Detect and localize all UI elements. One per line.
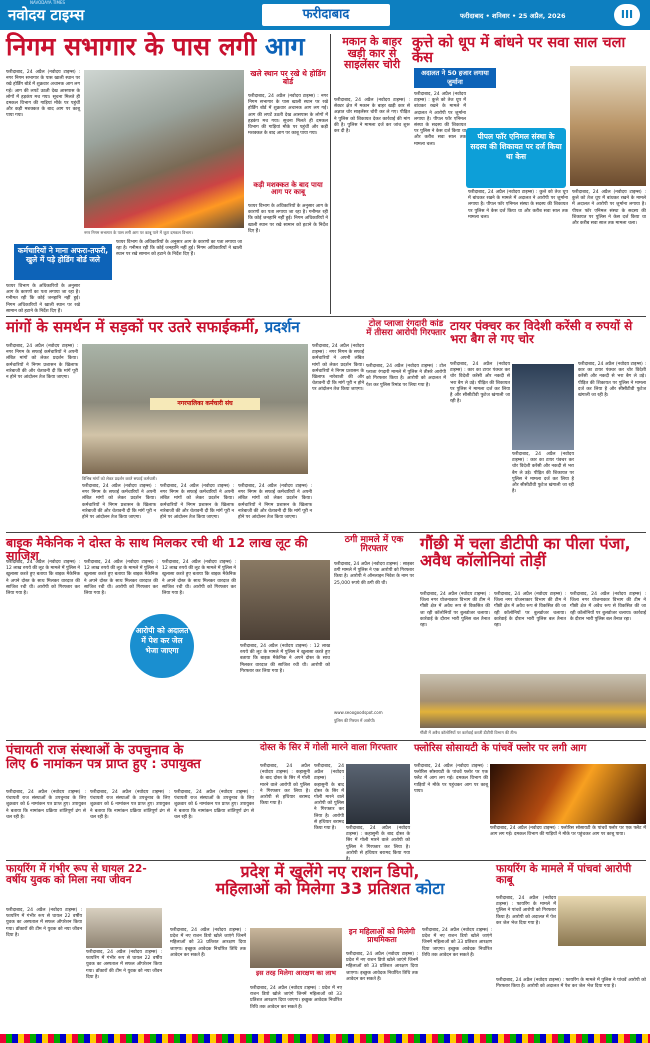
story7-body-col2: फरीदाबाद, 24 अप्रैल (नवोदय टाइम्स) : 12 लाख रुपये की लूट के मामले में पुलिस ने खुलासा करते हुए बताया कि बाइक मैकेनिक ने अपने दोस्त के साथ मिलकर वारदात की साजिश रची थी। आरोपी को गिरफ्तार कर लिया गया है। — [84, 560, 158, 597]
story4-photo-caption: विभिन्न मांगों को लेकर प्रदर्शन करते सफाई कर्मचारी। — [82, 476, 157, 481]
dateline: फरीदाबाद • शनिवार • 25 अप्रैल, 2026 — [460, 12, 566, 20]
story6-body-col1: फरीदाबाद, 24 अप्रैल (नवोदय टाइम्स) : कार का टायर पंक्चर कर चोर विदेशी करेंसी और नकदी से भरा बैग ले उड़े। पीड़ित की शिकायत पर पुलिस ने मामला दर्ज कर लिया है और सीसीटीवी फुटेज खंगाली जा रही है। — [450, 362, 510, 405]
story9-body-col3: फरीदाबाद, 24 अप्रैल (नवोदय टाइम्स) : जिला नगर योजनाकार विभाग की टीम ने गौंछी क्षेत्र में अवैध रूप से विकसित की जा रही कॉलोनियों पर बुलडोजर चलाया। कार्रवाई के दौरान भारी पुलिस बल तैनात रहा। — [570, 592, 646, 622]
story3-body-col2: फरीदाबाद, 24 अप्रैल (नवोदय टाइम्स) : कुत्ते को तेज धूप में बांधकर रखने के मामले में अदालत ने आरोपी पर जुर्माना लगाया है। पीपल फॉर एनिमल संस्था के सदस्य की शिकायत पर पुलिस ने केस दर्ज किया था और करीब सवा साल तक मामला चला। — [468, 190, 568, 220]
divider — [6, 532, 646, 533]
story8-headline: ठगी मामले में एक गिरफ्तार — [344, 535, 404, 555]
story15-handcuff-photo — [558, 896, 646, 946]
story1-photo-caption: नगर निगम सभागार के पास लगी आग पर काबू पाने में जुटा दमकल विभाग। — [84, 230, 193, 235]
story10-headline: पंचायती राज संस्थाओं के उपचुनाव के लिए 6 नामांकन पत्र प्राप्त हुए : उपायुक्त — [6, 743, 201, 772]
story4-body-col3: फरीदाबाद, 24 अप्रैल (नवोदय टाइम्स) : नगर निगम के सफाई कर्मचारियों ने अपनी लंबित मांगों को लेकर प्रदर्शन किया। कर्मचारियों ने निगम प्रशासन के खिलाफ नारेबाजी की और चेतावनी दी कि मांगें पूरी न होने पर आंदोलन तेज किया जाएगा। — [160, 484, 234, 521]
story9-bulldozer-photo — [420, 674, 646, 728]
story5-headline: टोल प्लाजा रंगदारी कांड में तीसरा आरोपी गिरफ्तार — [366, 319, 446, 338]
story8-url: www.seoogoodspot.com — [334, 710, 383, 715]
story4-body-col4: फरीदाबाद, 24 अप्रैल (नवोदय टाइम्स) : नगर निगम के सफाई कर्मचारियों ने अपनी लंबित मांगों को लेकर प्रदर्शन किया। कर्मचारियों ने निगम प्रशासन के खिलाफ नारेबाजी की और चेतावनी दी कि मांगें पूरी न होने पर आंदोलन तेज किया जाएगा। — [238, 484, 312, 521]
story10-body-col1: फरीदाबाद, 24 अप्रैल (नवोदय टाइम्स) : पंचायती राज संस्थाओं के उपचुनाव के लिए शुक्रवार को 6 नामांकन पत्र प्राप्त हुए। उपायुक्त ने बताया कि नामांकन प्रक्रिया शांतिपूर्ण ढंग से चल रही है। — [6, 790, 86, 820]
story7-body-col1: फरीदाबाद, 24 अप्रैल (नवोदय टाइम्स) : 12 लाख रुपये की लूट के मामले में पुलिस ने खुलासा करते हुए बताया कि बाइक मैकेनिक ने अपने दोस्त के साथ मिलकर वारदात की साजिश रची थी। आरोपी को गिरफ्तार कर लिया गया है। — [6, 560, 80, 597]
story8-photo-caption: पुलिस की गिरफ्त में आरोपी। — [334, 718, 376, 723]
story12-headline: फ्लोरिस सोसायटी के पांचवें फ्लोर पर लगी आग — [414, 743, 587, 754]
story13-headline: फायरिंग में गंभीर रूप से घायल 22-वर्षीय युवक को मिला नया जीवन — [6, 863, 147, 887]
divider — [6, 860, 646, 861]
story11-body-col1: फरीदाबाद, 24 अप्रैल (नवोदय टाइम्स) : कहासुनी के बाद दोस्त के सिर में गोली मारने वाले आरोपी को पुलिस ने गिरफ्तार कर लिया है। आरोपी से हथियार बरामद किया गया है। — [260, 764, 310, 807]
story14-sub1: इस तरह मिलेगा आरक्षण का लाभ — [255, 969, 337, 977]
divider — [330, 34, 331, 314]
story15-headline: फायरिंग के मामले में पांचवां आरोपी काबू — [496, 863, 632, 887]
story6-photo — [512, 364, 574, 450]
story8-body: फरीदाबाद, 24 अप्रैल (नवोदय टाइम्स) : साइबर ठगी मामले में पुलिस ने एक आरोपी को गिरफ्तार किया है। आरोपी ने ऑनलाइन निवेश के नाम पर 25,000 रुपये की ठगी की थी। — [334, 562, 414, 586]
story11-headline: दोस्त के सिर में गोली मारने वाला गिरफ्तार — [260, 743, 398, 753]
section-title: फरीदाबाद — [302, 7, 350, 22]
story13-body-col2: फरीदाबाद, 24 अप्रैल (नवोदय टाइम्स) : फायरिंग में गंभीर रूप से घायल 22 वर्षीय युवक का अस्पताल में सफल ऑपरेशन किया गया। डॉक्टरों की टीम ने युवक को नया जीवन दिया है। — [86, 950, 162, 980]
story14-body-col1: फरीदाबाद, 24 अप्रैल (नवोदय टाइम्स) : प्रदेश में नए राशन डिपो खोले जाएंगे जिनमें महिलाओं को 33 प्रतिशत आरक्षण दिया जाएगा। इच्छुक आवेदक निर्धारित तिथि तक आवेदन कर सकते हैं। — [170, 928, 246, 958]
story4-headline: मांगों के समर्थन में सड़कों पर उतरे सफाईकर्मी, प्रदर्शन — [6, 318, 300, 336]
story11-body-col2: फरीदाबाद, 24 अप्रैल (नवोदय टाइम्स) : कहासुनी के बाद दोस्त के सिर में गोली मारने वाले आरोपी को पुलिस ने गिरफ्तार कर लिया है। आरोपी से हथियार बरामद किया गया है। — [314, 764, 344, 832]
story12-fire-photo — [490, 764, 646, 824]
story1-body-col1: फरीदाबाद, 24 अप्रैल (नवोदय टाइम्स) : नगर निगम सभागार के पास खाली स्थान पर रखे होर्डिंग बोर्ड में शुक्रवार अचानक आग लग गई। आग की लपटें उठती देख आसपास के लोगों में हड़कंप मच गया। सूचना मिलते ही दमकल विभाग की गाड़ियां मौके पर पहुंचीं और कड़ी मशक्कत के बाद आग पर काबू पाया गया। — [6, 70, 80, 119]
story1-body-col1b: फायर विभाग के अधिकारियों के अनुसार आग के कारणों का पता लगाया जा रहा है। गनीमत रही कि कोई जनहानि नहीं हुई। निगम अधिकारियों ने खाली स्थान पर रखे सामान को हटाने के निर्देश दिए हैं। — [6, 284, 80, 314]
story9-headline: गौंछी में चला डीटीपी का पीला पंजा, अवैध कॉलोनियां तोड़ीं — [420, 534, 631, 570]
story15-body-col2: फरीदाबाद, 24 अप्रैल (नवोदय टाइम्स) : फायरिंग के मामले में पुलिस ने पांचवें आरोपी को गिरफ्तार किया है। आरोपी को अदालत में पेश कर जेल भेज दिया गया है। — [496, 978, 646, 990]
story7-callout: आरोपी को अदालत में पेश कर जेल भेजा जाएगा — [130, 614, 194, 678]
paper-name-small: NAVODAYA TIMES — [30, 0, 66, 5]
story7-headline: बाइक मैकेनिक ने दोस्त के साथ मिलकर रची थी 12 लाख लूट की साजिश — [6, 535, 308, 564]
story3-dog-photo — [570, 66, 646, 186]
story13-photo — [86, 908, 162, 948]
story1-body-col4: फायर विभाग के अधिकारियों के अनुसार आग के कारणों का पता लगाया जा रहा है। गनीमत रही कि कोई जनहानि नहीं हुई। निगम अधिकारियों ने खाली स्थान पर रखे सामान को हटाने के निर्देश दिए हैं। — [248, 204, 328, 234]
divider — [6, 316, 646, 317]
story12-body-col2: फरीदाबाद, 24 अप्रैल (नवोदय टाइम्स) : फ्लोरिस सोसायटी के पांचवें फ्लोर पर एक फ्लैट में आग लग गई। दमकल विभाग की गाड़ियों ने मौके पर पहुंचकर आग पर काबू पाया। — [490, 826, 646, 838]
story5-body: फरीदाबाद, 24 अप्रैल (नवोदय टाइम्स) : टोल प्लाजा रंगदारी मामले में पुलिस ने तीसरे आरोपी को गिरफ्तार किया है। आरोपी को अदालत में पेश कर पुलिस रिमांड पर लिया गया है। — [366, 364, 446, 388]
paper-name: नवोदय टाइम्स — [8, 6, 85, 24]
story3-callout: पीपल फॉर एनिमल संस्था के सदस्य की शिकायत पर दर्ज किया था केस — [466, 128, 566, 188]
story6-body-col2: फरीदाबाद, 24 अप्रैल (नवोदय टाइम्स) : कार का टायर पंक्चर कर चोर विदेशी करेंसी और नकदी से भरा बैग ले उड़े। पीड़ित की शिकायत पर पुलिस ने मामला दर्ज कर लिया है और सीसीटीवी फुटेज खंगाली जा रही है। — [512, 452, 574, 495]
story1-pullquote: कर्मचारियों ने माना अफरा-तफरी, खुले में पड़े होडिंग बोर्ड जले — [14, 244, 112, 280]
story9-body-col2: फरीदाबाद, 24 अप्रैल (नवोदय टाइम्स) : जिला नगर योजनाकार विभाग की टीम ने गौंछी क्षेत्र में अवैध रूप से विकसित की जा रही कॉलोनियों पर बुलडोजर चलाया। कार्रवाई के दौरान भारी पुलिस बल तैनात रहा। — [494, 592, 566, 629]
divider — [6, 740, 646, 741]
story1-body-col2: फायर विभाग के अधिकारियों के अनुसार आग के कारणों का पता लगाया जा रहा है। गनीमत रही कि कोई जनहानि नहीं हुई। निगम अधिकारियों ने खाली स्थान पर रखे सामान को हटाने के निर्देश दिए हैं। — [116, 240, 242, 258]
story14-body-col2: फरीदाबाद, 24 अप्रैल (नवोदय टाइम्स) : प्रदेश में नए राशन डिपो खोले जाएंगे जिनमें महिलाओं को 33 प्रतिशत आरक्षण दिया जाएगा। इच्छुक आवेदक निर्धारित तिथि तक आवेदन कर सकते हैं। — [250, 986, 342, 1010]
story10-body-col3: फरीदाबाद, 24 अप्रैल (नवोदय टाइम्स) : पंचायती राज संस्थाओं के उपचुनाव के लिए शुक्रवार को 6 नामांकन पत्र प्राप्त हुए। उपायुक्त ने बताया कि नामांकन प्रक्रिया शांतिपूर्ण ढंग से चल रही है। — [174, 790, 254, 820]
story1-headline: निगम सभागार के पास लगी आग — [6, 32, 305, 61]
story7-photo — [240, 560, 330, 640]
story9-body-col1: फरीदाबाद, 24 अप्रैल (नवोदय टाइम्स) : जिला नगर योजनाकार विभाग की टीम ने गौंछी क्षेत्र में अवैध रूप से विकसित की जा रही कॉलोनियों पर बुलडोजर चलाया। कार्रवाई के दौरान भारी पुलिस बल तैनात रहा। — [420, 592, 490, 629]
story7-body-col4: फरीदाबाद, 24 अप्रैल (नवोदय टाइम्स) : 12 लाख रुपये की लूट के मामले में पुलिस ने खुलासा करते हुए बताया कि बाइक मैकेनिक ने अपने दोस्त के साथ मिलकर वारदात की साजिश रची थी। आरोपी को गिरफ्तार कर लिया गया है। — [240, 644, 330, 674]
story14-body-col4: फरीदाबाद, 24 अप्रैल (नवोदय टाइम्स) : प्रदेश में नए राशन डिपो खोले जाएंगे जिनमें महिलाओं को 33 प्रतिशत आरक्षण दिया जाएगा। इच्छुक आवेदक निर्धारित तिथि तक आवेदन कर सकते हैं। — [422, 928, 492, 958]
story10-body-col2: फरीदाबाद, 24 अप्रैल (नवोदय टाइम्स) : पंचायती राज संस्थाओं के उपचुनाव के लिए शुक्रवार को 6 नामांकन पत्र प्राप्त हुए। उपायुक्त ने बताया कि नामांकन प्रक्रिया शांतिपूर्ण ढंग से चल रही है। — [90, 790, 170, 820]
story4-body-col1: फरीदाबाद, 24 अप्रैल (नवोदय टाइम्स) : नगर निगम के सफाई कर्मचारियों ने अपनी लंबित मांगों को लेकर प्रदर्शन किया। कर्मचारियों ने निगम प्रशासन के खिलाफ नारेबाजी की और चेतावनी दी कि मांगें पूरी न होने पर आंदोलन तेज किया जाएगा। — [6, 344, 78, 381]
story7-body-col3: फरीदाबाद, 24 अप्रैल (नवोदय टाइम्स) : 12 लाख रुपये की लूट के मामले में पुलिस ने खुलासा करते हुए बताया कि बाइक मैकेनिक ने अपने दोस्त के साथ मिलकर वारदात की साजिश रची थी। आरोपी को गिरफ्तार कर लिया गया है। — [162, 560, 236, 597]
story15-body-col1: फरीदाबाद, 24 अप्रैल (नवोदय टाइम्स) : फायरिंग के मामले में पुलिस ने पांचवें आरोपी को गिरफ्तार किया है। आरोपी को अदालत में पेश कर जेल भेज दिया गया है। — [496, 896, 556, 926]
story3-body-col3: फरीदाबाद, 24 अप्रैल (नवोदय टाइम्स) : कुत्ते को तेज धूप में बांधकर रखने के मामले में अदालत ने आरोपी पर जुर्माना लगाया है। पीपल फॉर एनिमल संस्था के सदस्य की शिकायत पर पुलिस ने केस दर्ज किया था और करीब सवा साल तक मामला चला। — [572, 190, 646, 227]
page-number: III — [614, 4, 640, 26]
story1-subhead: कड़ी मशक्कत के बाद पाया आग पर काबू — [253, 181, 323, 197]
story6-headline: टायर पंक्चर कर विदेशी करेंसी व रुपयों से भरा बैग ले गए चोर — [450, 319, 633, 346]
story4-body-col5: फरीदाबाद, 24 अप्रैल (नवोदय टाइम्स) : नगर निगम के सफाई कर्मचारियों ने अपनी लंबित मांगों को लेकर प्रदर्शन किया। कर्मचारियों ने निगम प्रशासन के खिलाफ नारेबाजी की और चेतावनी दी कि मांगें पूरी न होने पर आंदोलन तेज किया जाएगा। — [312, 344, 364, 393]
story6-body-col3: फरीदाबाद, 24 अप्रैल (नवोदय टाइम्स) : कार का टायर पंक्चर कर चोर विदेशी करेंसी और नकदी से भरा बैग ले उड़े। पीड़ित की शिकायत पर पुलिस ने मामला दर्ज कर लिया है और सीसीटीवी फुटेज खंगाली जा रही है। — [578, 362, 646, 399]
story13-body-col1: फरीदाबाद, 24 अप्रैल (नवोदय टाइम्स) : फायरिंग में गंभीर रूप से घायल 22 वर्षीय युवक का अस्पताल में सफल ऑपरेशन किया गया। डॉक्टरों की टीम ने युवक को नया जीवन दिया है। — [6, 908, 82, 938]
story9-photo-caption: गौंछी में अवैध कॉलोनियों पर कार्रवाई करती डीटीपी विभाग की टीम। — [420, 730, 518, 735]
story1-body-col3: फरीदाबाद, 24 अप्रैल (नवोदय टाइम्स) : नगर निगम सभागार के पास खाली स्थान पर रखे होर्डिंग बोर्ड में शुक्रवार अचानक आग लग गई। आग की लपटें उठती देख आसपास के लोगों में हड़कंप मच गया। सूचना मिलते ही दमकल विभाग की गाड़ियां मौके पर पहुंचीं और कड़ी मशक्कत के बाद आग पर काबू पाया गया। — [248, 94, 328, 137]
story14-headline: प्रदेश में खुलेंगे नए राशन डिपो, महिलाओं को मिलेगा 33 प्रतिशत कोटा — [215, 862, 445, 898]
story2-body: फरीदाबाद, 24 अप्रैल (नवोदय टाइम्स) : सेक्टर क्षेत्र में मकान के बाहर खड़ी कार से अज्ञात चोर साइलेंसर चोरी कर ले गए। पीड़ित ने पुलिस को शिकायत देकर कार्रवाई की मांग की है। पुलिस ने मामला दर्ज कर जांच शुरू कर दी है। — [334, 98, 410, 135]
footer-color-strip — [0, 1034, 650, 1043]
story4-banner: नगरपालिका कर्मचारी संघ — [150, 398, 260, 410]
story2-headline: मकान के बाहर खड़ी कार से साइलेंसर चोरी — [342, 35, 402, 72]
story11-handcuff-photo — [346, 764, 410, 824]
story4-body-col2: फरीदाबाद, 24 अप्रैल (नवोदय टाइम्स) : नगर निगम के सफाई कर्मचारियों ने अपनी लंबित मांगों को लेकर प्रदर्शन किया। कर्मचारियों ने निगम प्रशासन के खिलाफ नारेबाजी की और चेतावनी दी कि मांगें पूरी न होने पर आंदोलन तेज किया जाएगा। — [82, 484, 156, 521]
story3-headline: कुत्ते को धूप में बांधने पर सवा साल चला केस — [412, 35, 626, 67]
story14-sub2: इन महिलाओं को मिलेगी प्राथमिकता — [348, 927, 416, 944]
story12-body-col1: फरीदाबाद, 24 अप्रैल (नवोदय टाइम्स) : फ्लोरिस सोसायटी के पांचवें फ्लोर पर एक फ्लैट में आग लग गई। दमकल विभाग की गाड़ियों ने मौके पर पहुंचकर आग पर काबू पाया। — [414, 764, 488, 794]
story11-body-col3: फरीदाबाद, 24 अप्रैल (नवोदय टाइम्स) : कहासुनी के बाद दोस्त के सिर में गोली मारने वाले आरोपी को पुलिस ने गिरफ्तार कर लिया है। आरोपी से हथियार बरामद किया गया — [346, 826, 410, 856]
story1-fire-photo — [84, 70, 244, 228]
story1-deck: खले स्थान पर रखे थे होडिंग बोर्ड — [250, 69, 326, 86]
story3-body-col1: फरीदाबाद, 24 अप्रैल (नवोदय टाइम्स) : कुत्ते को तेज धूप में बांधकर रखने के मामले में अदालत ने आरोपी पर जुर्माना लगाया है। पीपल फॉर एनिमल संस्था के सदस्य की शिकायत पर पुलिस ने केस दर्ज किया था और करीब सवा साल तक मामला चला। — [414, 92, 466, 147]
story14-body-col3: फरीदाबाद, 24 अप्रैल (नवोदय टाइम्स) : प्रदेश में नए राशन डिपो खोले जाएंगे जिनमें महिलाओं को 33 प्रतिशत आरक्षण दिया जाएगा। इच्छुक आवेदक निर्धारित तिथि तक आवेदन कर सकते हैं। — [346, 952, 418, 982]
story14-photo — [250, 928, 342, 968]
story3-kicker: अदालत ने 50 हजार लगाया जुर्माना — [414, 68, 496, 88]
